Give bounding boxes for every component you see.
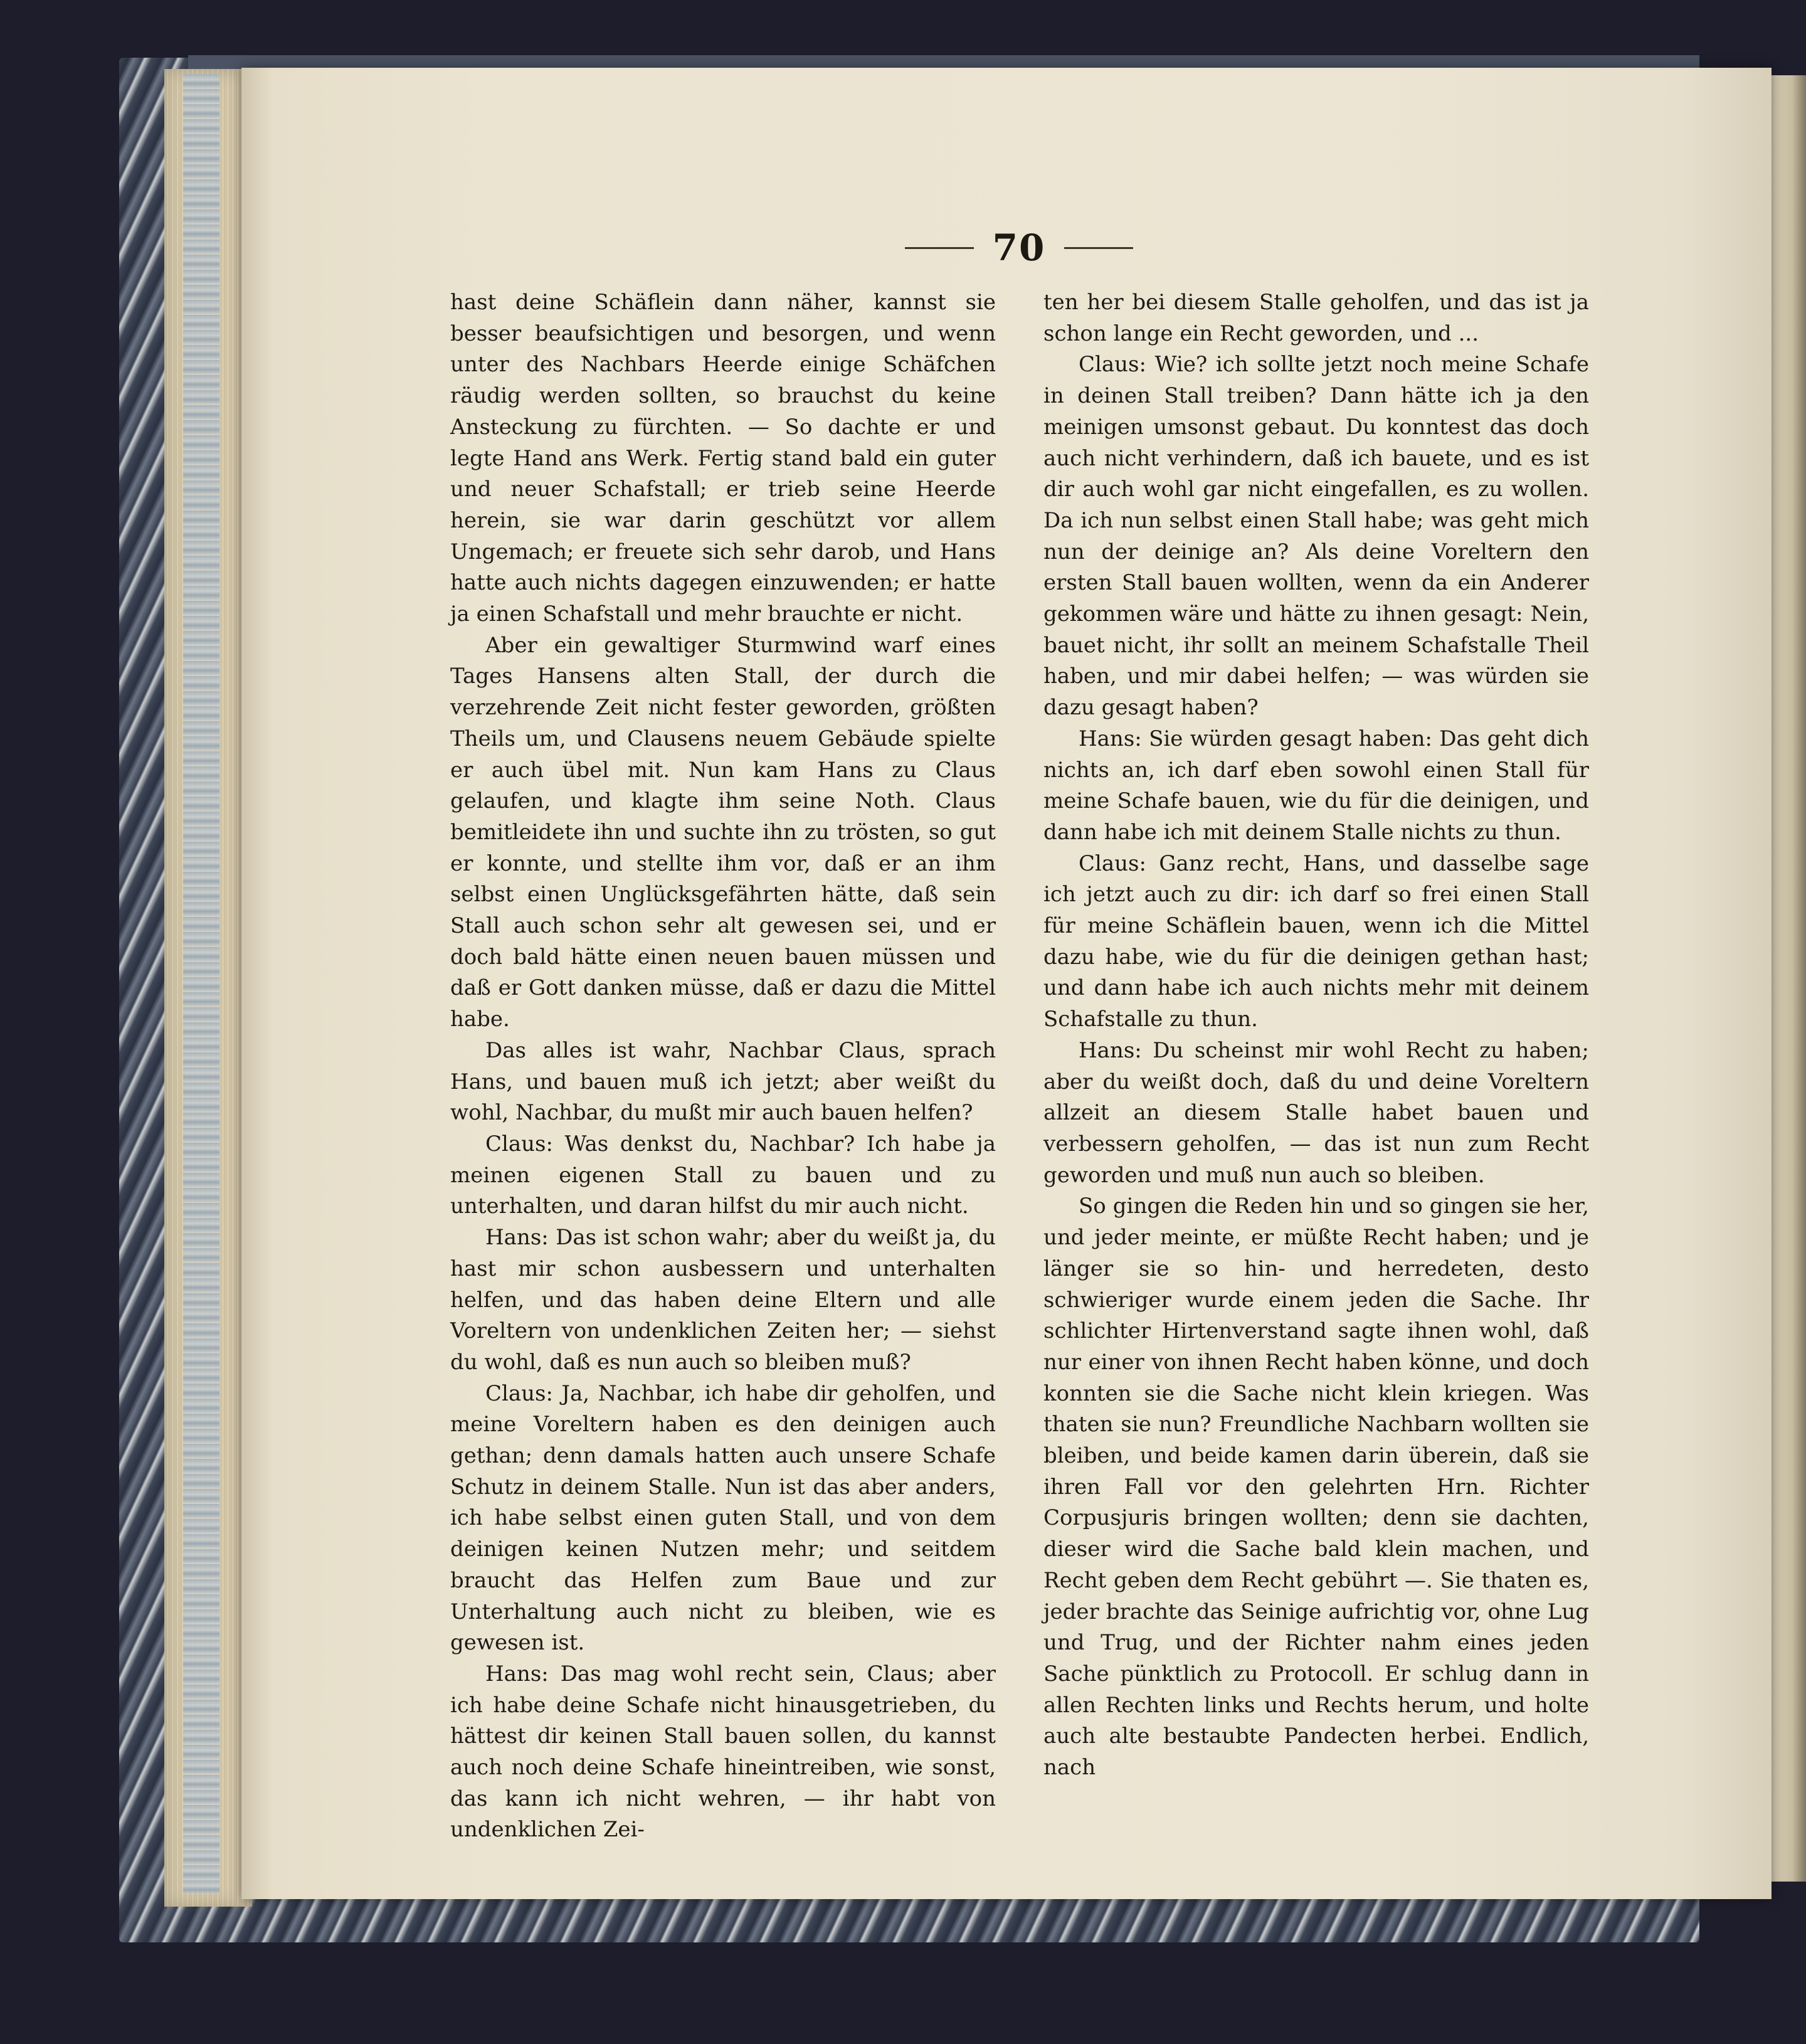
page-number: 70 (992, 226, 1046, 269)
text-column-left (450, 287, 996, 1846)
text-column-right (1043, 287, 1589, 1784)
paragraph: Claus: Ganz recht, Hans, und dasselbe sage ich jetzt auch zu dir: ich darf so frei einen Stall für meine Schäflein bauen, wenn ich die Mittel dazu habe, wie du für die deinigen gethan hast; und dann habe ich auch nichts mehr mit deinem Schafstalle zu thun. (1043, 850, 1589, 1032)
paragraph: Aber ein gewaltiger Sturmwind warf eines Tages Hansens alten Stall, der durch die verzehrende Zeit nicht fester geworden, größten Theils um, und Clausens neuem Gebäude spielte er auch übel mit. Nun kam Hans zu Claus gelaufen, und klagte ihm seine Noth. Claus bemitleidete ihn und suchte ihn zu trösten, so gut er konnte, und stellte ihm vor, daß er an ihm selbst einen Unglücksgefährten hätte, daß sein Stall auch schon sehr alt gewesen sei, und er doch bald hätte einen neuen bauen müssen und daß er Gott danken müsse, daß er dazu die Mittel habe. (450, 632, 996, 1032)
paragraph: Claus: Wie? ich sollte jetzt noch meine Schafe in deinen Stall treiben? Dann hätte ich ja den meinigen umsonst gebaut. Du konntest das doch auch nicht verhindern, daß ich bauete, und es ist dir auch wohl gar nicht eingefallen, es zu wollen. Da ich nun selbst einen Stall habe; was geht mich nun der deinige an? Als deine Voreltern den ersten Stall bauen wollten, wenn da ein Anderer gekommen wäre und hätte zu ihnen gesagt: Nein, bauet nicht, ihr sollt an meinem Schafstalle Theil haben, und mir dabei helfen; — was würden sie dazu gesagt haben? (1043, 352, 1589, 721)
paragraph: Claus: Was denkst du, Nachbar? Ich habe ja meinen eigenen Stall zu bauen und zu unterhalten, und daran hilfst du mir auch nicht. (450, 1131, 996, 1219)
paragraph: Hans: Du scheinst mir wohl Recht zu haben; aber du weißt doch, daß du und deine Voreltern allzeit an diesem Stalle habet bauen und verbessern geholfen, — das ist nun zum Recht geworden und muß nun auch so bleiben. (1043, 1037, 1589, 1188)
header-rule-right (1064, 247, 1133, 249)
page-edge-marbling (183, 74, 219, 1893)
header-rule-left (905, 247, 974, 249)
paragraph: Das alles ist wahr, Nachbar Claus, sprach Hans, und bauen muß ich jetzt; aber weißt du wohl, Nachbar, du mußt mir auch bauen helfen? (450, 1037, 996, 1126)
paragraph: hast deine Schäflein dann näher, kannst sie besser beaufsichtigen und besorgen, und wenn unter des Nachbars Heerde einige Schäfchen räudig werden sollten, so brauchst du keine Ansteckung zu fürchten. — So dachte er und legte Hand ans Werk. Fertig stand bald ein guter und neuer Schafstall; er trieb seine Heerde herein, sie war darin geschützt vor allem Ungemach; er freuete sich sehr darob, und Hans hatte auch nichts dagegen einzuwenden; er hatte ja einen Schafstall und mehr brauchte er nicht. (450, 290, 996, 627)
paragraph: ten her bei diesem Stalle geholfen, und das ist ja schon lange ein Recht geworden, und ... (1043, 290, 1589, 346)
page-header (878, 226, 1160, 270)
paragraph: Hans: Das ist schon wahr; aber du weißt ja, du hast mir schon ausbessern und unterhalten helfen, und das haben deine Eltern und alle Voreltern von undenklichen Zeiten her; — siehst du wohl, daß es nun auch so bleiben muß? (450, 1225, 996, 1375)
paragraph: Hans: Das mag wohl recht sein, Claus; aber ich habe deine Schafe nicht hinausgetrieben, du hättest dir keinen Stall bauen sollen, du kannst auch noch deine Schafe hineintreiben, wie sonst, das kann ich nicht wehren, — ihr habt von undenklichen Zei- (450, 1661, 996, 1843)
paragraph: Claus: Ja, Nachbar, ich habe dir geholfen, und meine Voreltern haben es den deinigen auch gethan; denn damals hatten auch unsere Schafe Schutz in deinem Stalle. Nun ist das aber anders, ich habe selbst einen guten Stall, und von dem deinigen keinen Nutzen mehr; und seitdem braucht das Helfen zum Baue und zur Unterhaltung auch nicht zu bleiben, wie es gewesen ist. (450, 1380, 996, 1656)
paragraph: So gingen die Reden hin und so gingen sie her, und jeder meinte, er müßte Recht haben; und je länger sie so hin- und herredeten, desto schwieriger wurde einem jeden die Sache. Ihr schlichter Hirtenverstand sagte ihnen wohl, daß nur einer von ihnen Recht haben könne, und doch konnten sie die Sache nicht klein kriegen. Was thaten sie nun? Freundliche Nachbarn wollten sie bleiben, und beide kamen darin überein, daß sie ihren Fall vor den gelehrten Hrn. Richter Corpusjuris bringen wollten; denn sie dachten, dieser wird die Sache bald klein machen, und Recht geben dem Recht gebührt —. Sie thaten es, jeder brachte das Seinige aufrichtig vor, ohne Lug und Trug, und der Richter nahm eines jeden Sache pünktlich zu Protocoll. Er schlug dann in allen Rechten links und Rechts herum, und holte auch alte bestaubte Pandecten herbei. Endlich, nach (1043, 1194, 1589, 1781)
paragraph: Hans: Sie würden gesagt haben: Das geht dich nichts an, ich darf eben sowohl einen Stall für meine Schafe bauen, wie du für die deinigen, und dann habe ich mit deinem Stalle nichts zu thun. (1043, 726, 1589, 845)
